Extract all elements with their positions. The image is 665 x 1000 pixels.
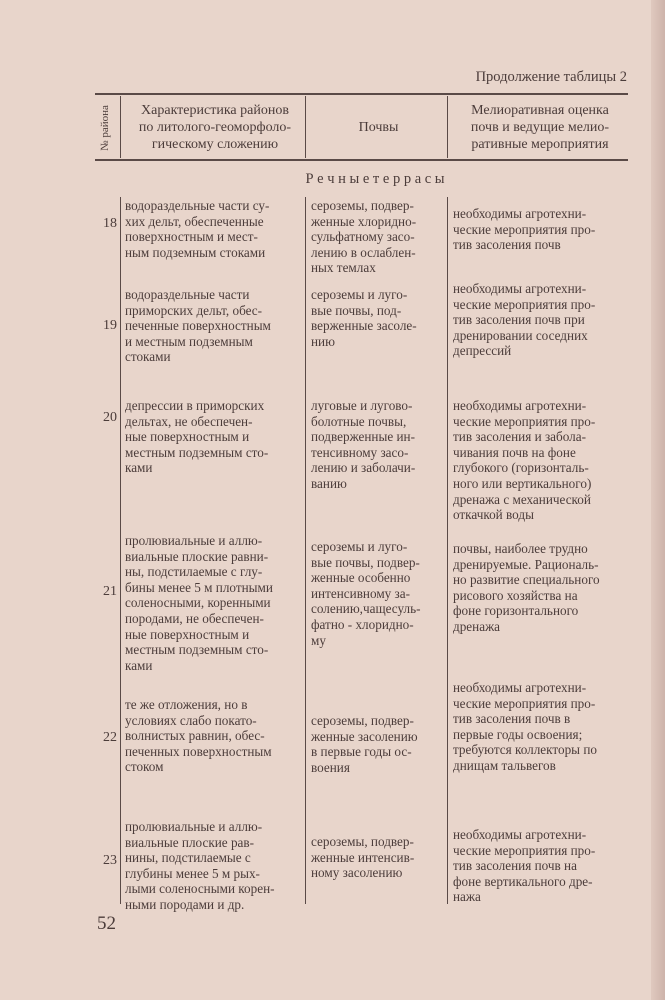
header-col-number: [93, 100, 117, 156]
row-soils: сероземы и луго- вые почвы, под- верженные засоле- нию: [311, 287, 417, 349]
row-characteristics: те же отложения, но в условиях слабо покато- волнистых равнин, обес- печенных поверхностным стоком: [125, 697, 272, 775]
row-soils: сероземы, подвер- женные засолению в первые годы ос- воения: [311, 713, 418, 775]
row-assessment: необходимы агротехни- ческие мероприятия про- тив засоления и забола- чивания почв на фоне глубокого (горизонталь- ного или вертикального) дренажа с механической откачкой воды: [453, 398, 596, 523]
header-col-number-label: № района: [99, 105, 111, 151]
header-divider: [447, 96, 448, 158]
row-characteristics: депрессии в приморских дельтах, не обеспечен- ные поверхностным и местным подземным сто- ками: [125, 398, 269, 476]
row-number: 19: [103, 318, 117, 333]
header-divider: [305, 96, 306, 158]
row-characteristics: водораздельные части су- хих дельт, обеспеченные поверхностным и мест- ным подземным стоками: [125, 198, 270, 260]
row-number: 21: [103, 584, 117, 599]
row-assessment: необходимы агротехни- ческие мероприятия про- тив засоления почв: [453, 206, 596, 253]
column-divider: [120, 197, 121, 904]
row-number: 18: [103, 216, 117, 231]
header-top-rule: [95, 93, 628, 95]
row-soils: луговые и лугово- болотные почвы, подверженные ин- тенсивному засо- лению и заболачи- ванию: [311, 398, 416, 491]
row-number: 22: [103, 730, 117, 745]
column-divider: [305, 197, 306, 904]
row-characteristics: пролювиальные и аллю- виальные плоские равни- ны, подстилаемые с глу- бины менее 5 м плотными соленосными, коренными породами, не обеспечен- ные поверхностным и местным подземным сто- ками: [125, 533, 273, 673]
row-assessment: необходимы агротехни- ческие мероприятия про- тив засоления почв в первые годы освоения; требуются коллекторы по днищам тальвегов: [453, 680, 597, 773]
row-number: 23: [103, 853, 117, 868]
row-soils: сероземы, подвер- женные хлоридно- сульфатному засо- лению в ослаблен- ных темлах: [311, 198, 417, 276]
header-divider: [120, 96, 121, 158]
row-soils: сероземы и луго- вые почвы, подвер- женные особенно интенсивному за- солению,чащесуль- фатно - хлоридно- му: [311, 539, 421, 648]
row-assessment: необходимы агротехни- ческие мероприятия про- тив засоления почв на фоне вертикального дре- нажа: [453, 827, 596, 905]
row-characteristics: пролювиальные и аллю- виальные плоские рав- нины, подстилаемые с глубины менее 5 м рых- лыми соленосными корен- ными породами и др.: [125, 819, 275, 912]
header-bottom-rule: [95, 159, 628, 161]
row-soils: сероземы, подвер- женные интенсив- ному засолению: [311, 834, 415, 881]
table-caption: Продолжение таблицы 2: [475, 69, 627, 85]
header-col-assessment: Мелиоративная оценка почв и ведущие мелио- ративные мероприятия: [470, 103, 610, 152]
row-characteristics: водораздельные части приморских дельт, обес- печенные поверхностным и местным подземным стоками: [125, 287, 271, 365]
section-title: Р е ч н ы е т е р р а с ы: [305, 171, 445, 187]
page-number: 52: [97, 913, 116, 934]
row-assessment: почвы, наиболее трудно дренируемые. Рациональ- но развитие специального рисового хозяйства на фоне горизонтального дренажа: [453, 541, 600, 634]
page-edge-shadow: [651, 0, 665, 1000]
column-divider: [447, 197, 448, 904]
row-number: 20: [103, 410, 117, 425]
row-assessment: необходимы агротехни- ческие мероприятия про- тив засоления почв при дренировании соседних депрессий: [453, 281, 596, 359]
header-col-characteristics: Характеристика районов по литолого-геоморфоло- гическому сложению: [138, 103, 292, 152]
header-col-soils: Почвы: [358, 120, 399, 135]
